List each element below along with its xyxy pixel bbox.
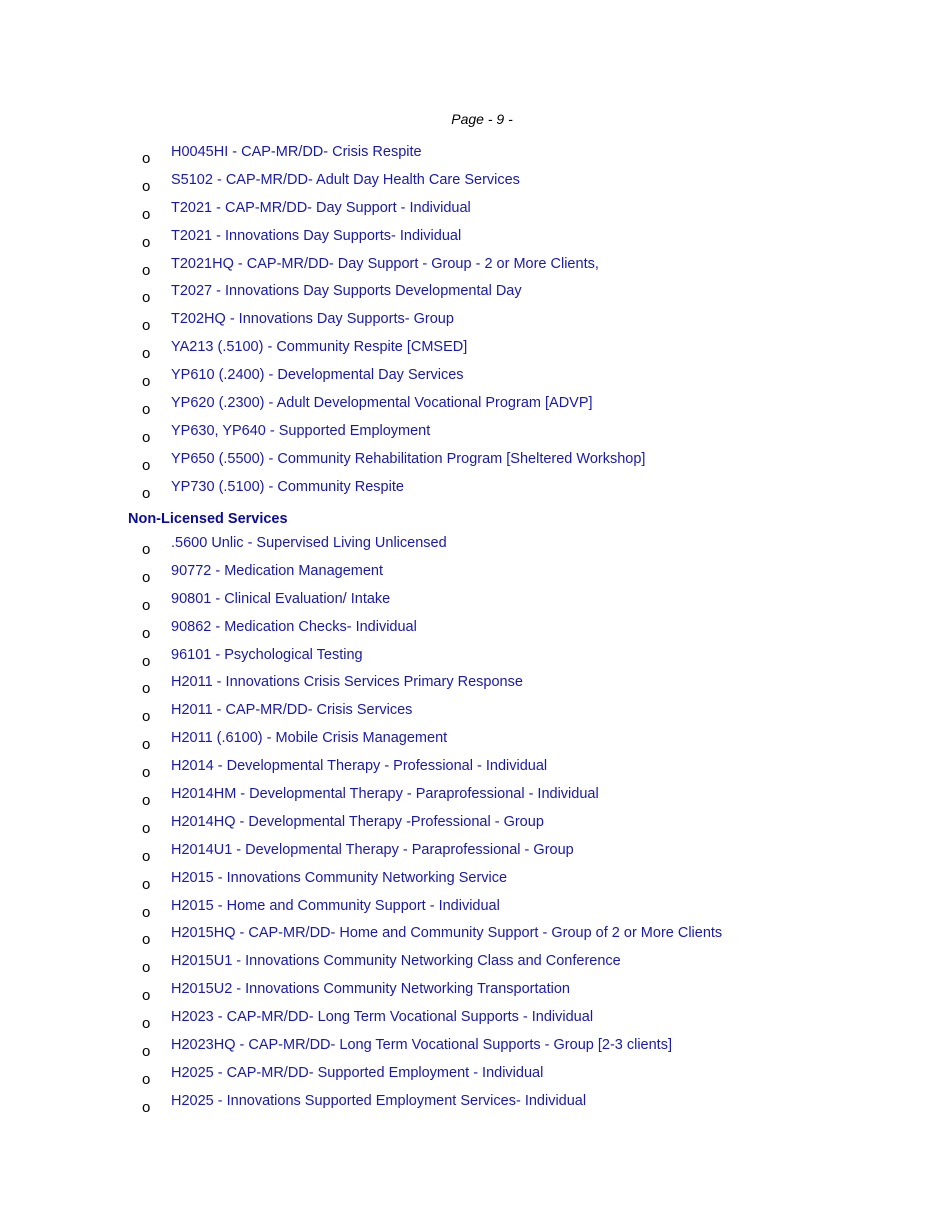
list-item: [0, 702, 950, 730]
bullet-icon: o: [142, 541, 151, 558]
list-item: [0, 339, 950, 367]
list-item: [0, 283, 950, 311]
list-item: [0, 814, 950, 842]
bullet-icon: o: [142, 1015, 151, 1033]
bullet-icon: o: [142, 819, 151, 837]
service-link[interactable]: H2014HQ - Developmental Therapy -Professional - Group: [171, 813, 544, 830]
bullet-icon: o: [142, 931, 151, 949]
service-link[interactable]: H0045HI - CAP-MR/DD- Crisis Respite: [171, 144, 422, 160]
list-item: [0, 730, 950, 758]
bullet-icon: o: [142, 764, 151, 782]
bullet-icon: o: [142, 177, 151, 195]
service-link[interactable]: H2014HM - Developmental Therapy - Paraprofessional - Individual: [171, 786, 599, 803]
list-item: [0, 619, 950, 647]
service-link[interactable]: H2011 (.6100) - Mobile Crisis Management: [171, 730, 448, 747]
list-item: [0, 674, 950, 702]
list-item: [0, 925, 950, 953]
service-link[interactable]: YP620 (.2300) - Adult Developmental Vocational Program [ADVP]: [171, 395, 593, 412]
service-link[interactable]: H2014U1 - Developmental Therapy - Paraprofessional - Group: [171, 841, 574, 858]
list-item: [0, 1093, 950, 1121]
service-link[interactable]: H2015U2 - Innovations Community Networking Transportation: [171, 981, 570, 998]
service-link[interactable]: T2027 - Innovations Day Supports Developmental Day: [171, 283, 522, 300]
bullet-icon: o: [142, 317, 151, 335]
service-link[interactable]: YA213 (.5100) - Community Respite [CMSED]: [171, 339, 468, 356]
list-item: [0, 953, 950, 981]
service-link[interactable]: T2021 - Innovations Day Supports- Individual: [171, 227, 462, 244]
service-link[interactable]: H2023 - CAP-MR/DD- Long Term Vocational Supports - Individual: [171, 1009, 594, 1026]
bullet-icon: o: [142, 792, 151, 810]
list-item: [0, 172, 950, 200]
list-item: [0, 256, 950, 284]
bullet-icon: o: [142, 847, 151, 865]
service-link[interactable]: H2025 - CAP-MR/DD- Supported Employment - Individual: [171, 1064, 544, 1081]
list-item: [0, 200, 950, 228]
bullet-icon: o: [142, 484, 151, 502]
service-link[interactable]: H2023HQ - CAP-MR/DD- Long Term Vocational Supports - Group [2-3 clients]: [171, 1037, 672, 1054]
service-link[interactable]: S5102 - CAP-MR/DD- Adult Day Health Care Services: [171, 171, 520, 188]
service-link[interactable]: YP630, YP640 - Supported Employment: [171, 422, 431, 439]
section-heading-non-licensed: Non-Licensed Services: [128, 511, 288, 527]
service-link[interactable]: H2015 - Innovations Community Networking Service: [171, 869, 508, 886]
service-link[interactable]: T2021HQ - CAP-MR/DD- Day Support - Group - 2 or More Clients,: [171, 255, 599, 272]
bullet-icon: o: [142, 736, 151, 754]
bullet-icon: o: [142, 401, 151, 419]
page-number-header: Page - 9 -: [451, 111, 513, 127]
service-link[interactable]: YP610 (.2400) - Developmental Day Services: [171, 367, 464, 384]
service-link[interactable]: H2015HQ - CAP-MR/DD- Home and Community Support - Group of 2 or More Clients: [171, 925, 723, 942]
list-item: [0, 1065, 950, 1093]
bullet-icon: o: [142, 987, 151, 1005]
list-item: [0, 144, 950, 172]
list-item: [0, 311, 950, 339]
list-item: [0, 786, 950, 814]
bullet-icon: o: [142, 596, 151, 614]
list-item: [0, 842, 950, 870]
service-link[interactable]: 90772 - Medication Management: [171, 562, 383, 579]
bullet-icon: o: [142, 289, 151, 307]
bullet-icon: o: [142, 875, 151, 893]
bullet-icon: o: [142, 373, 151, 391]
bullet-icon: o: [142, 1098, 151, 1116]
list-item: [0, 228, 950, 256]
service-list-licensed: [0, 144, 950, 507]
list-item: [0, 981, 950, 1009]
service-link[interactable]: H2014 - Developmental Therapy - Professional - Individual: [171, 758, 548, 775]
bullet-icon: o: [142, 233, 151, 251]
bullet-icon: o: [142, 150, 151, 167]
list-item: [0, 451, 950, 479]
list-item: [0, 535, 950, 563]
list-item: [0, 1037, 950, 1065]
list-item: [0, 423, 950, 451]
service-link[interactable]: YP650 (.5500) - Community Rehabilitation Program [Sheltered Workshop]: [171, 450, 646, 467]
bullet-icon: o: [142, 652, 151, 670]
bullet-icon: o: [142, 680, 151, 698]
service-list-non-licensed: [0, 535, 950, 1121]
bullet-icon: o: [142, 456, 151, 474]
service-link[interactable]: 96101 - Psychological Testing: [171, 646, 363, 663]
bullet-icon: o: [142, 428, 151, 446]
list-item: [0, 647, 950, 675]
bullet-icon: o: [142, 903, 151, 921]
service-link[interactable]: T2021 - CAP-MR/DD- Day Support - Individual: [171, 199, 471, 216]
bullet-icon: o: [142, 708, 151, 726]
bullet-icon: o: [142, 261, 151, 279]
bullet-icon: o: [142, 568, 151, 586]
list-item: [0, 898, 950, 926]
service-link[interactable]: H2025 - Innovations Supported Employment Services- Individual: [171, 1092, 587, 1109]
bullet-icon: o: [142, 205, 151, 223]
bullet-icon: o: [142, 624, 151, 642]
bullet-icon: o: [142, 1070, 151, 1088]
service-link[interactable]: T202HQ - Innovations Day Supports- Group: [171, 311, 454, 328]
list-item: [0, 591, 950, 619]
bullet-icon: o: [142, 345, 151, 363]
service-link[interactable]: H2011 - Innovations Crisis Services Primary Response: [171, 674, 523, 691]
service-link[interactable]: YP730 (.5100) - Community Respite: [171, 478, 404, 495]
service-link[interactable]: H2015 - Home and Community Support - Individual: [171, 897, 500, 914]
list-item: [0, 479, 950, 507]
service-link[interactable]: 90862 - Medication Checks- Individual: [171, 618, 417, 635]
list-item: [0, 1009, 950, 1037]
list-item: [0, 563, 950, 591]
list-item: [0, 395, 950, 423]
list-item: [0, 758, 950, 786]
bullet-icon: o: [142, 959, 151, 977]
service-link[interactable]: H2011 - CAP-MR/DD- Crisis Services: [171, 702, 413, 719]
service-link[interactable]: H2015U1 - Innovations Community Networking Class and Conference: [171, 953, 621, 970]
list-item: [0, 367, 950, 395]
service-link[interactable]: .5600 Unlic - Supervised Living Unlicensed: [171, 535, 447, 551]
bullet-icon: o: [142, 1043, 151, 1061]
service-link[interactable]: 90801 - Clinical Evaluation/ Intake: [171, 590, 391, 607]
list-item: [0, 870, 950, 898]
